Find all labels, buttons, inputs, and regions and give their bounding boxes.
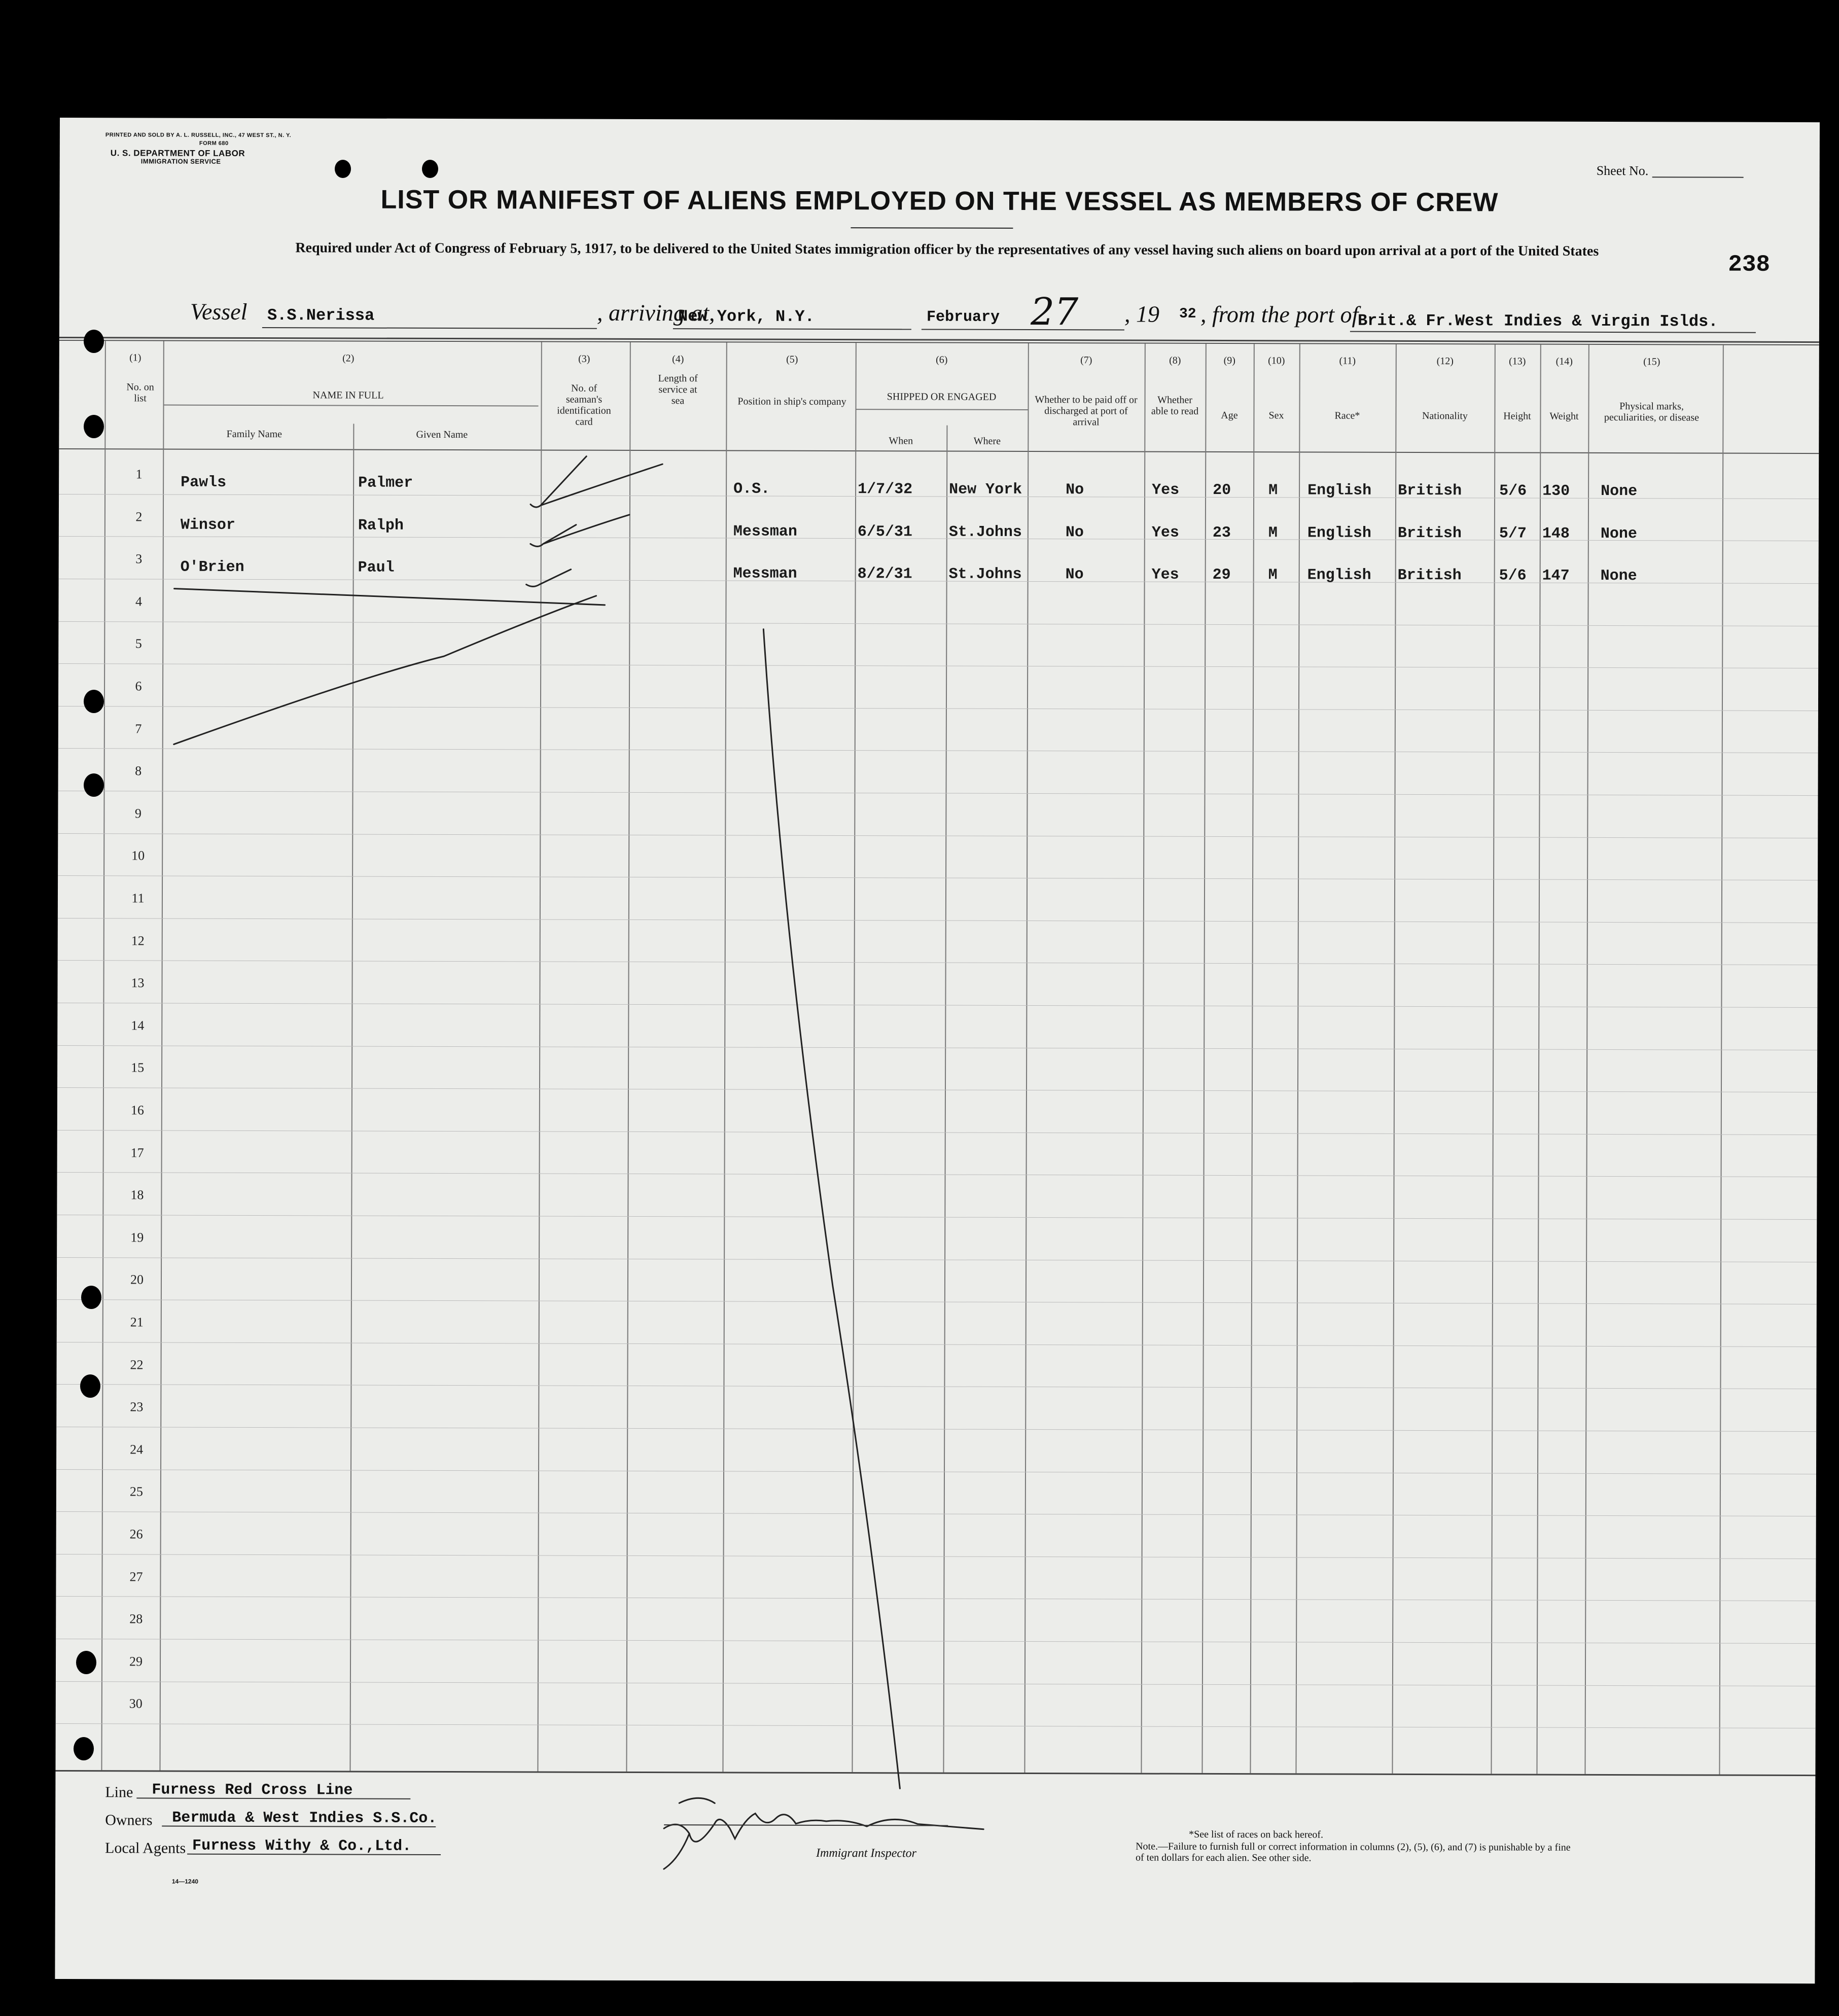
position-cell: Messman: [733, 565, 797, 583]
form-number: FORM 680: [199, 140, 229, 147]
able-to-read-cell: Yes: [1151, 524, 1179, 542]
col9-number: (9): [1223, 355, 1235, 367]
row-number: 5: [135, 636, 142, 651]
row-number: 27: [129, 1569, 143, 1584]
race-note: *See list of races on back hereof.: [1189, 1828, 1324, 1841]
col2-number: (2): [342, 352, 355, 364]
row-number: 30: [129, 1696, 143, 1711]
shipped-where-cell: St.Johns: [948, 565, 1022, 583]
from-port: Brit.& Fr.West Indies & Virgin Islds.: [1357, 311, 1718, 331]
line-value: Furness Red Cross Line: [152, 1781, 353, 1799]
col12-header: Nationality: [1422, 410, 1468, 422]
col2b-header: Given Name: [416, 429, 468, 441]
row-number: 15: [131, 1060, 145, 1075]
family-name-cell: O'Brien: [180, 558, 244, 576]
owners-label: Owners: [105, 1812, 153, 1829]
col12-number: (12): [1436, 356, 1454, 367]
row-number: 24: [130, 1442, 144, 1457]
agents-value: Furness Withy & Co.,Ltd.: [192, 1837, 412, 1855]
row-number: 18: [130, 1187, 144, 1202]
row-number: 23: [130, 1399, 144, 1414]
col15-header: Physical marks, peculiarities, or disease: [1604, 401, 1700, 423]
row-number: 9: [134, 806, 142, 821]
binder-hole: [76, 1651, 96, 1674]
height-cell: 5/6: [1499, 567, 1527, 585]
sex-cell: M: [1268, 482, 1278, 500]
row-number: 14: [131, 1018, 145, 1033]
check-mark-3: [526, 569, 571, 586]
line-label: Line: [105, 1784, 133, 1801]
weight-cell: 148: [1542, 525, 1570, 543]
nationality-cell: British: [1398, 482, 1462, 500]
shipped-when-cell: 1/7/32: [858, 481, 913, 499]
col11-number: (11): [1339, 355, 1356, 367]
family-name-cell: Pawls: [181, 474, 227, 491]
age-cell: 23: [1212, 524, 1231, 542]
col9-header: Age: [1221, 409, 1238, 421]
row-number: 12: [131, 933, 145, 948]
service-label: IMMIGRATION SERVICE: [140, 157, 221, 165]
row-number: 4: [135, 594, 143, 609]
nationality-cell: British: [1397, 524, 1462, 543]
col6b-header: Where: [973, 435, 1001, 447]
row-number: 28: [129, 1611, 143, 1626]
row-strike-line: [174, 589, 605, 605]
penalty-note: Note.—Failure to furnish full or correct information in columns (2), (5), (6), and (7) is punishable by a fine of ten dollars for each alien. See other side.: [1135, 1841, 1571, 1864]
shipped-when-cell: 6/5/31: [857, 523, 912, 541]
arrival-month: February: [926, 308, 1000, 326]
owners-value: Bermuda & West Indies S.S.Co.: [172, 1809, 437, 1827]
nationality-cell: British: [1397, 567, 1462, 585]
row-number: 11: [131, 891, 145, 906]
form-code: 14—1240: [171, 1878, 198, 1885]
vertical-cancel-line: [760, 629, 903, 1789]
row-number: 22: [130, 1357, 144, 1372]
col1-number: (1): [129, 352, 142, 364]
col10-header: Sex: [1268, 410, 1284, 421]
sex-cell: M: [1268, 524, 1278, 542]
col7-number: (7): [1080, 355, 1092, 366]
row-number: 6: [135, 679, 142, 694]
check-mark-2: [531, 514, 629, 547]
printer-credit: PRINTED AND SOLD BY A. L. RUSSELL, INC., 47 WEST ST., N. Y.: [105, 132, 292, 139]
vessel-label: Vessel: [190, 298, 247, 325]
row-number: 19: [130, 1230, 144, 1245]
row-number: 25: [129, 1484, 143, 1499]
col6-header: SHIPPED OR ENGAGED: [887, 391, 997, 403]
physical-marks-cell: None: [1601, 482, 1638, 501]
col2-header: NAME IN FULL: [312, 390, 384, 401]
row-number: 8: [135, 763, 142, 779]
col13-header: Height: [1503, 410, 1531, 422]
form-subtitle: Required under Act of Congress of February 5, 1917, to be delivered to the United States immigration officer by the representatives of any vessel having such aliens on board upon arrival at a port of the United States: [295, 240, 1599, 259]
binder-hole: [84, 690, 104, 713]
row-number: 26: [129, 1527, 143, 1542]
binder-hole: [84, 415, 104, 438]
physical-marks-cell: None: [1600, 567, 1637, 585]
col15-number: (15): [1643, 356, 1660, 368]
row-number: 2: [135, 509, 143, 524]
family-name-cell: Winsor: [180, 516, 235, 534]
col2a-header: Family Name: [226, 428, 282, 440]
row-number: 7: [135, 721, 142, 736]
race-cell: English: [1307, 482, 1372, 500]
col4-number: (4): [672, 353, 684, 365]
col4-header: Length of service at sea: [658, 373, 698, 407]
agents-label: Local Agents: [105, 1840, 186, 1857]
row-number: 10: [131, 848, 145, 863]
vessel-name: S.S.Nerissa: [267, 306, 375, 325]
year-prefix: , 19: [1124, 301, 1160, 327]
paid-off-cell: No: [1065, 524, 1084, 542]
row-number: 13: [131, 975, 145, 991]
col3-number: (3): [578, 353, 590, 365]
handwriting-layer: [55, 118, 1820, 1984]
binder-hole: [84, 773, 104, 797]
row-number: 20: [130, 1272, 144, 1287]
binder-hole: [74, 1737, 94, 1760]
row-number: 29: [129, 1654, 143, 1669]
shipped-where-cell: New York: [949, 481, 1022, 499]
able-to-read-cell: Yes: [1152, 481, 1180, 499]
paid-off-cell: No: [1066, 481, 1084, 499]
height-cell: 5/7: [1499, 525, 1527, 543]
col13-number: (13): [1509, 356, 1526, 367]
manifest-page: [55, 118, 1820, 1984]
page-number: 238: [1728, 251, 1771, 278]
col11-header: Race*: [1334, 410, 1360, 421]
paid-off-cell: No: [1065, 566, 1084, 584]
form-title: LIST OR MANIFEST OF ALIENS EMPLOYED ON THE VESSEL AS MEMBERS OF CREW: [380, 185, 1499, 218]
row-number: 21: [130, 1315, 144, 1330]
position-cell: Messman: [733, 523, 797, 541]
row-number: 3: [135, 551, 143, 567]
given-name-cell: Ralph: [358, 517, 404, 535]
col1-header: No. on list: [126, 381, 154, 404]
given-name-cell: Palmer: [358, 474, 413, 492]
arrival-day: 27: [1030, 290, 1079, 334]
diagonal-cancel-line: [174, 595, 596, 746]
row-number: 17: [130, 1145, 144, 1160]
col6a-header: When: [889, 435, 913, 447]
arrival-year: 32: [1179, 306, 1196, 322]
binder-hole: [80, 1374, 100, 1398]
position-cell: O.S.: [733, 480, 770, 498]
sex-cell: M: [1268, 567, 1278, 584]
age-cell: 20: [1213, 481, 1231, 500]
col7-header: Whether to be paid off or discharged at port of arrival: [1035, 394, 1138, 428]
department-label: U. S. DEPARTMENT OF LABOR: [110, 148, 245, 158]
col8-number: (8): [1169, 355, 1181, 366]
arriving-label: , arriving at,: [596, 299, 715, 326]
shipped-when-cell: 8/2/31: [857, 565, 912, 583]
punch-hole: [335, 160, 351, 178]
row-number: 1: [135, 467, 143, 482]
col5-number: (5): [786, 353, 798, 365]
race-cell: English: [1307, 567, 1371, 584]
shipped-where-cell: St.Johns: [948, 523, 1022, 541]
check-mark-1: [531, 456, 662, 507]
arriving-port: New York, N.Y.: [678, 307, 815, 326]
col14-number: (14): [1555, 356, 1573, 367]
height-cell: 5/6: [1499, 482, 1527, 500]
weight-cell: 130: [1542, 482, 1570, 500]
sheet-no-label: Sheet No.: [1596, 163, 1649, 179]
col6-number: (6): [936, 354, 948, 366]
able-to-read-cell: Yes: [1151, 566, 1179, 584]
row-number: 16: [130, 1103, 144, 1118]
weight-cell: 147: [1542, 567, 1570, 585]
punch-hole: [422, 160, 438, 178]
col14-header: Weight: [1549, 410, 1579, 422]
age-cell: 29: [1212, 566, 1231, 584]
col5-header: Position in ship's company: [737, 396, 846, 408]
inspector-label: Immigrant Inspector: [816, 1846, 917, 1860]
race-cell: English: [1307, 524, 1371, 542]
col8-header: Whether able to read: [1151, 394, 1199, 417]
from-port-label: , from the port of: [1200, 301, 1359, 328]
given-name-cell: Paul: [358, 559, 395, 577]
col3-header: No. of seaman's identification card: [557, 382, 611, 428]
binder-hole: [84, 330, 104, 353]
physical-marks-cell: None: [1600, 525, 1637, 543]
binder-hole: [81, 1286, 101, 1309]
col10-number: (10): [1268, 355, 1285, 367]
